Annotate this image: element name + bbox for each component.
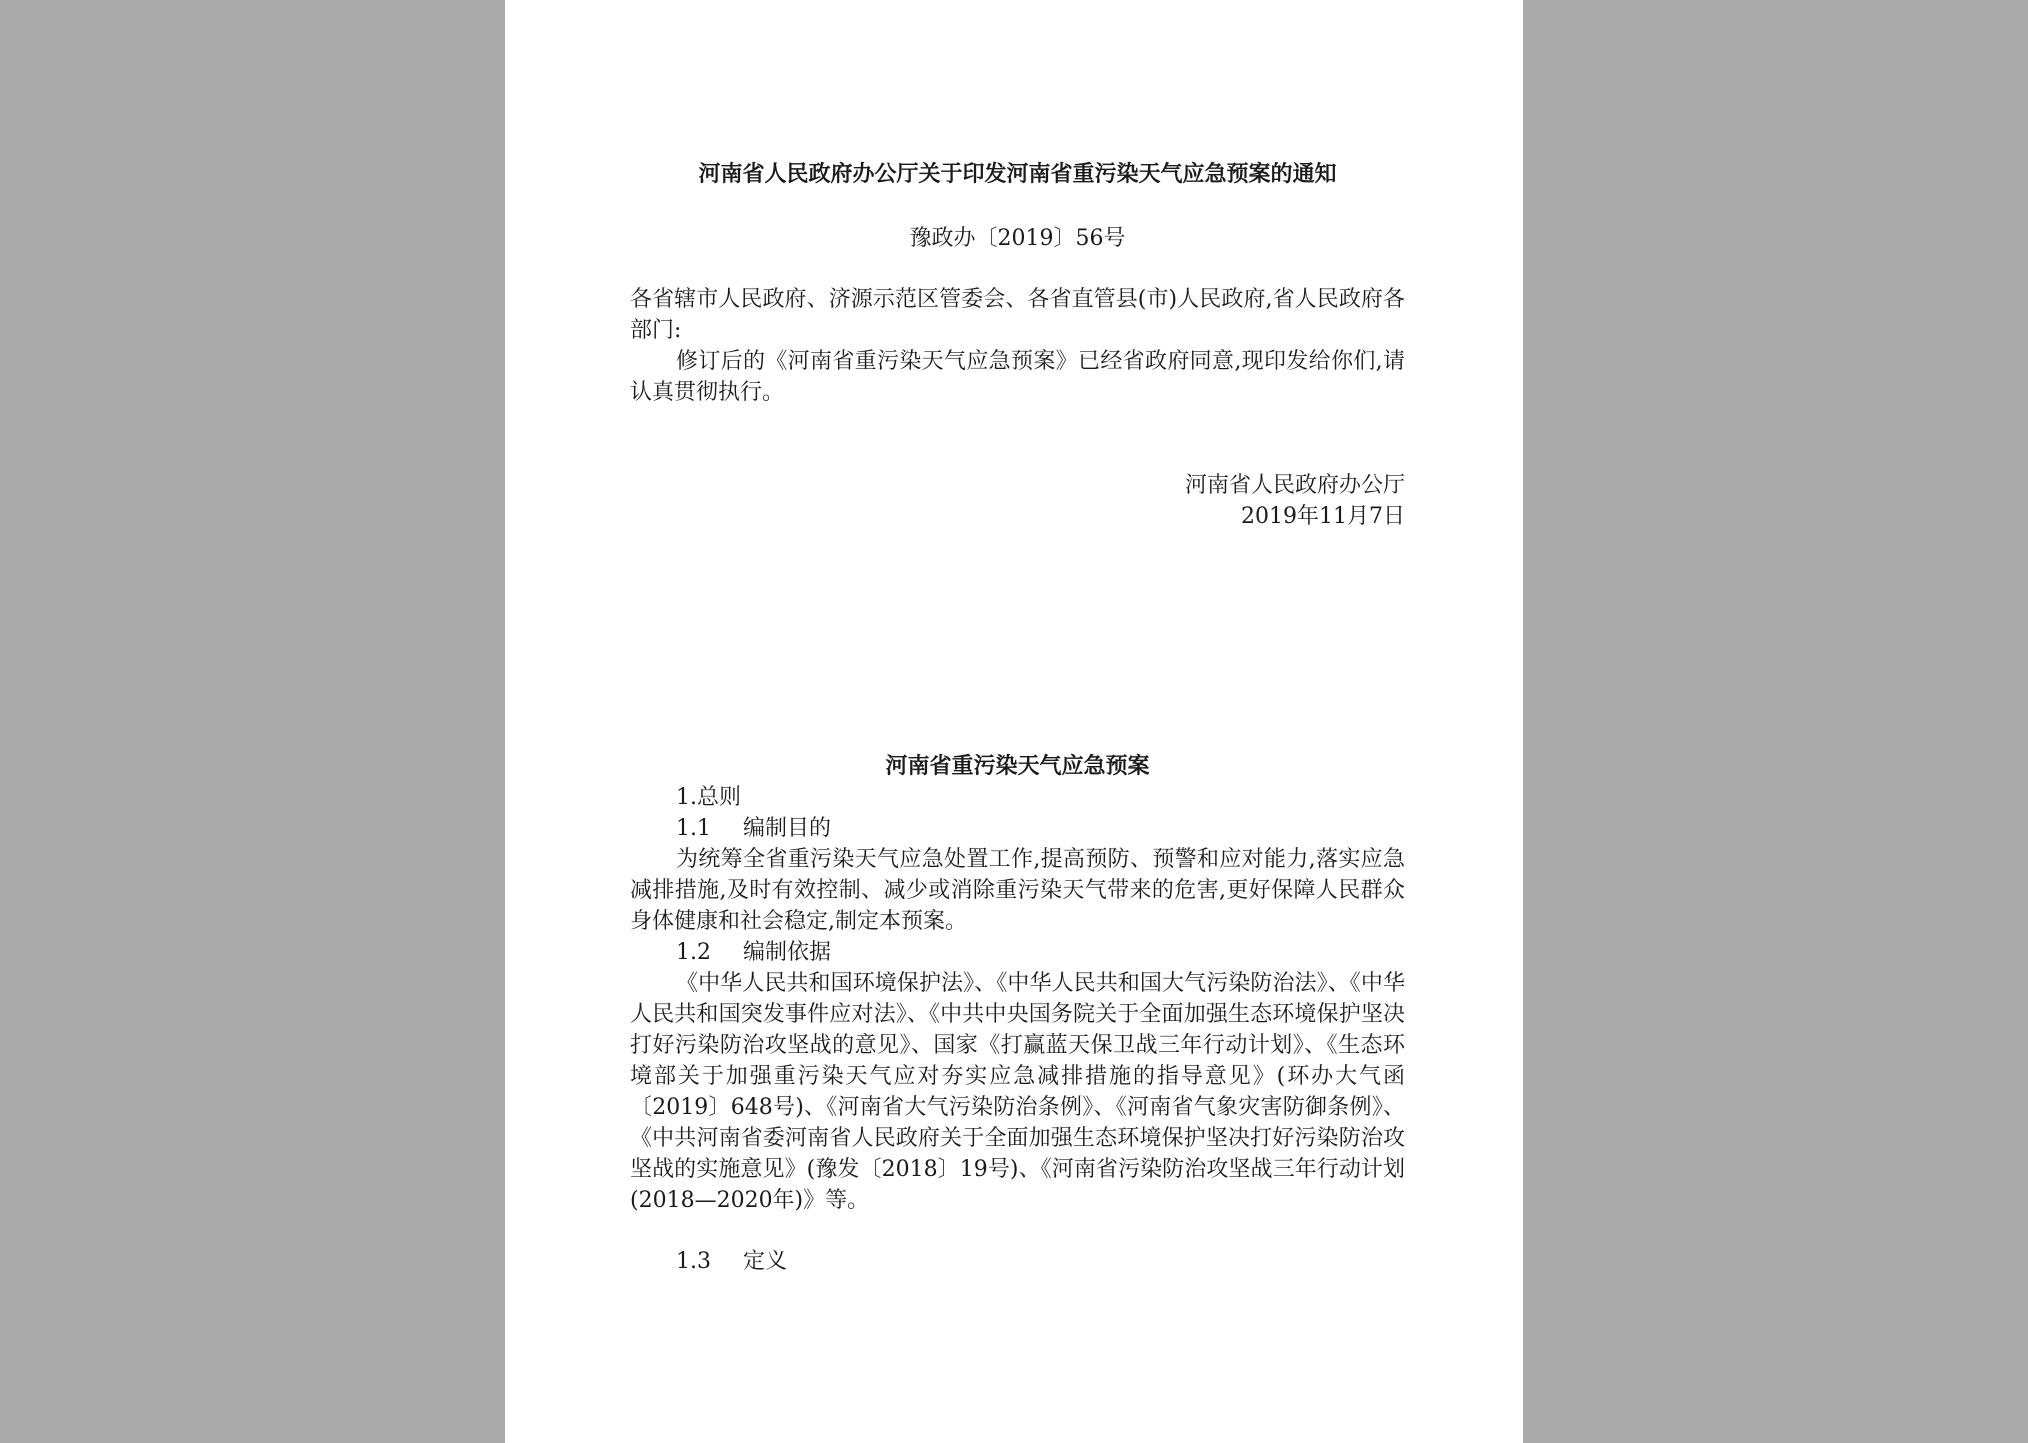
section-number: 1.2 [676,940,711,965]
section-1-1-body: 为统筹全省重污染天气应急处置工作,提高预防、预警和应对能力,落实应急减排措施,及时有效控制、减少或消除重污染天气带来的危害,更好保障人民群众身体健康和社会稳定,制定本预案。 [630,847,1405,934]
section-heading-1-3 [676,1246,787,1277]
section-number: 1.3 [676,1249,711,1274]
document-page [505,0,1523,1443]
section-1-2-body: 《中华人民共和国环境保护法》、《中华人民共和国大气污染防治法》、《中华人民共和国突发事件应对法》、《中共中央国务院关于全面加强生态环境保护坚决打好污染防治攻坚战的意见》、国家《打赢蓝天保卫战三年行动计划》、《生态环境部关于加强重污染天气应对夯实应急减排措施的指导意见》(环办大气函〔2019〕648号)、《河南省大气污染防治条例》、《河南省气象灾害防御条例》、《中共河南省委河南省人民政府关于全面加强生态环境保护坚决打好污染防治攻坚战的实施意见》(豫发〔2018〕19号)、《河南省污染防治攻坚战三年行动计划(2018—2020年)》等。 [630,971,1405,1213]
plan-title: 河南省重污染天气应急预案 [885,754,1150,779]
section-heading-1-2 [676,937,831,968]
notice-title: 河南省人民政府办公厅关于印发河南省重污染天气应急预案的通知 [698,162,1337,187]
section-heading-1: 1.总则 [676,785,741,810]
section-title: 编制目的 [743,816,832,841]
notice-body: 修订后的《河南省重污染天气应急预案》已经省政府同意,现印发给你们,请认真贯彻执行。 [630,349,1405,405]
signature-date: 2019年11月7日 [1241,504,1405,529]
section-title: 定义 [743,1249,788,1274]
section-title: 编制依据 [743,940,832,965]
document-number: 豫政办〔2019〕56号 [909,226,1126,251]
section-number: 1.1 [676,816,711,841]
signature-org: 河南省人民政府办公厅 [1184,473,1405,498]
section-heading-1-1 [676,813,831,844]
addressee: 各省辖市人民政府、济源示范区管委会、各省直管县(市)人民政府,省人民政府各部门: [630,287,1405,343]
